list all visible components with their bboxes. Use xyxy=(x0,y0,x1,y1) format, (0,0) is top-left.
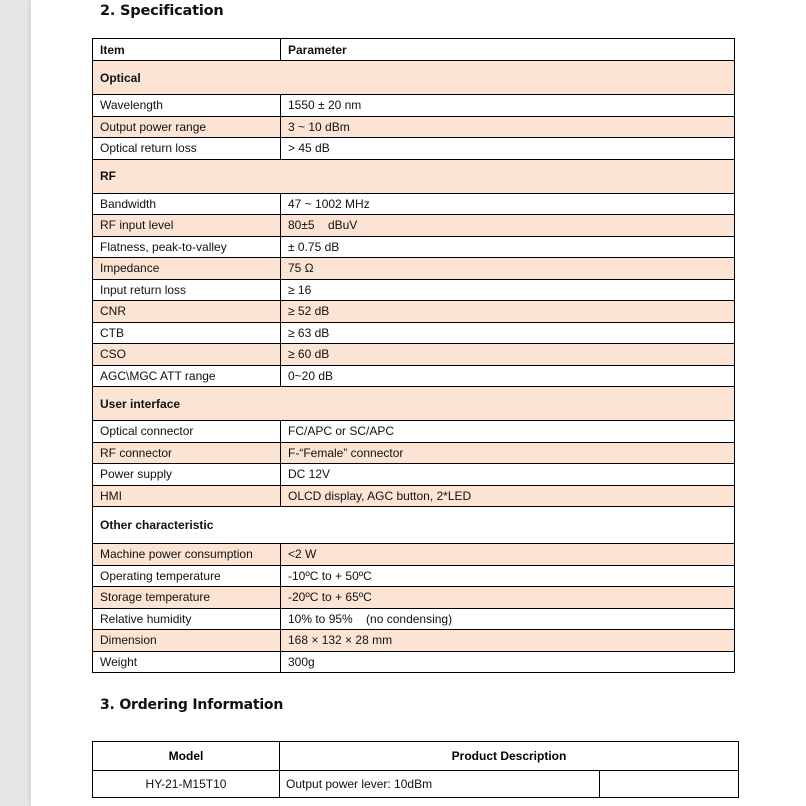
ordering-table xyxy=(92,741,739,798)
description-cell: Output power lever: 10dBm xyxy=(280,771,600,798)
model-cell: HY-21-M15T10 xyxy=(93,771,280,798)
table-row: CTB ≥ 63 dB xyxy=(93,322,735,344)
table-row: Relative humidity 10% to 95% (no condensing) xyxy=(93,608,735,630)
specification-table xyxy=(92,38,735,673)
table-row: Optical connector FC/APC or SC/APC xyxy=(93,421,735,443)
group-header-optical: Optical xyxy=(93,61,735,95)
table-row: AGC\MGC ATT range 0~20 dB xyxy=(93,365,735,387)
group-header-other-characteristic: Other characteristic xyxy=(93,507,735,544)
table-row: Flatness, peak-to-valley ± 0.75 dB xyxy=(93,236,735,258)
table-row: Output power range 3 ~ 10 dBm xyxy=(93,116,735,138)
extra-cell xyxy=(600,771,739,798)
table-row xyxy=(93,771,739,798)
table-row: Weight 300g xyxy=(93,651,735,673)
section-title-specification: 2. Specification xyxy=(100,3,224,19)
table-row: RF connector F-“Female” connector xyxy=(93,442,735,464)
table-row: Input return loss ≥ 16 xyxy=(93,279,735,301)
header-item: Item xyxy=(93,39,281,61)
table-row: Wavelength 1550 ± 20 nm xyxy=(93,95,735,117)
section-title-ordering: 3. Ordering Information xyxy=(100,697,284,713)
table-row: Impedance 75 Ω xyxy=(93,258,735,280)
table-row: RF input level 80±5 dBuV xyxy=(93,215,735,237)
table-row: CSO ≥ 60 dB xyxy=(93,344,735,366)
ordering-header-row xyxy=(93,742,739,771)
table-row: Optical return loss > 45 dB xyxy=(93,138,735,160)
table-row: Bandwidth 47 ~ 1002 MHz xyxy=(93,193,735,215)
header-model: Model xyxy=(93,742,280,771)
group-header-rf: RF xyxy=(93,159,735,193)
table-row: HMI OLCD display, AGC button, 2*LED xyxy=(93,485,735,507)
table-row: Storage temperature -20ºC to + 65ºC xyxy=(93,587,735,609)
table-row: CNR ≥ 52 dB xyxy=(93,301,735,323)
table-row: Dimension 168 × 132 × 28 mm xyxy=(93,630,735,652)
table-row: Operating temperature -10ºC to + 50ºC xyxy=(93,565,735,587)
group-header-user-interface: User interface xyxy=(93,387,735,421)
table-row: Power supply DC 12V xyxy=(93,464,735,486)
table-row: Machine power consumption <2 W xyxy=(93,544,735,566)
table-header-row xyxy=(93,39,735,61)
header-product-description: Product Description xyxy=(280,742,739,771)
header-parameter: Parameter xyxy=(281,39,735,61)
